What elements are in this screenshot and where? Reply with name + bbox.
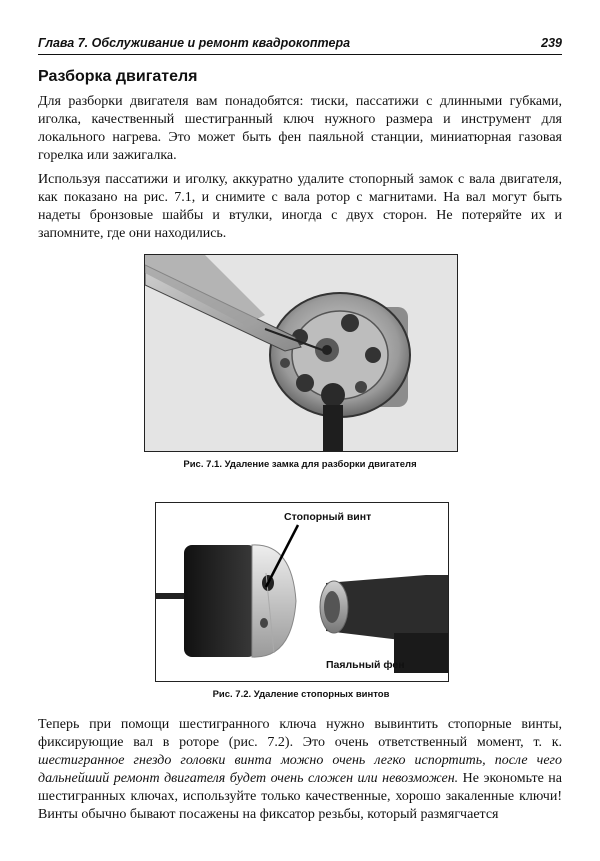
label-set-screw: Стопорный винт (284, 511, 372, 523)
section-title: Разборка двигателя (38, 68, 198, 85)
figure-7-1-photo (144, 254, 458, 452)
motor-lock-removal-image (145, 255, 457, 451)
figure-7-1-caption-number: Рис. 7.1. (183, 459, 222, 470)
paragraph-set-screws-warning: шестигранное гнездо головки винта можно очень легко испортить, после чего дальнейший ремонт двигателя будет очень сложен или невозможен. (38, 753, 562, 786)
figure-7-2-caption-text: Удаление стопорных винтов (251, 689, 390, 700)
chapter-title: Глава 7. Обслуживание и ремонт квадрокоптера (38, 36, 351, 50)
paragraph-set-screws-start: Теперь при помощи шестигранного ключа нужно вывинтить стопорные винты, фиксирующие вал в роторе (рис. 7.2). Это очень ответственный момент, т. к. (38, 717, 562, 750)
figure-7-2-photo (155, 502, 449, 682)
figure-7-1-caption (144, 459, 456, 470)
paragraph-set-screws (38, 716, 562, 824)
set-screw-removal-image (156, 503, 448, 681)
paragraph-tools: Для разборки двигателя вам понадобятся: тиски, пассатижи с длинными губками, иголка, качественный шестигранный ключ нужного размера и инструмент для локального нагрева. Это может быть фен паяльной станции, миниатюрная газовая горелка или зажигалка. (38, 94, 562, 163)
page-number: 239 (541, 36, 562, 50)
paragraph-procedure: Используя пассатижи и иголку, аккуратно удалите стопорный замок с вала двигателя, как показано на рис. 7.1, и снимите с вала ротор с магнитами. На вал могут быть надеты бронзовые шайбы и втулки, иногда с двух сторон. Не потеряйте их и запомните, где они находились. (38, 172, 562, 241)
label-soldering-dryer: Паяльный фен (326, 659, 405, 671)
figure-7-2-caption (155, 689, 447, 700)
figure-7-2-caption-number: Рис. 7.2. (212, 689, 252, 700)
page-header (38, 34, 562, 55)
figure-7-1-caption-text: Удаление замка для разборки двигателя (221, 459, 417, 470)
paragraph-set-screws-end: Не экономьте на шестигранных ключах, используйте только качественные, хорошо закаленные ключи! Винты обычно бывают посажены на фиксатор резьбы, который размягчается (38, 771, 562, 822)
